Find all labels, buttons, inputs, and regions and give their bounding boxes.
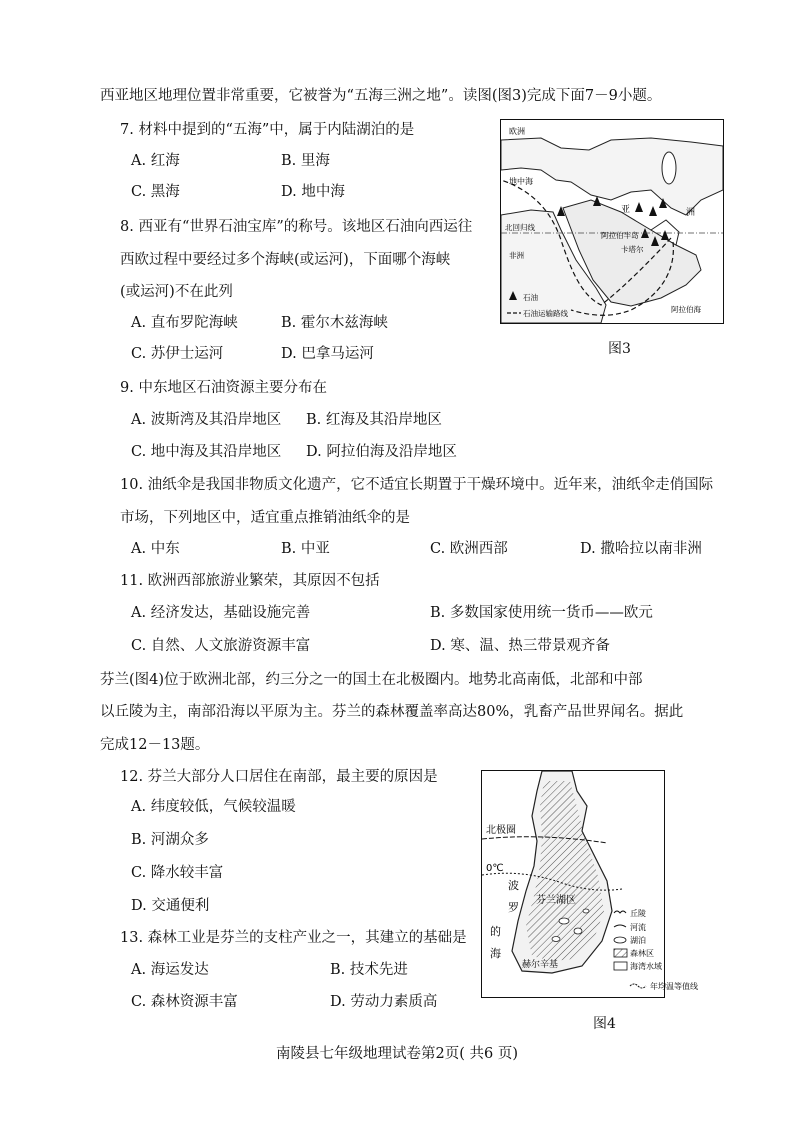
legend-river-label: 河流 <box>630 923 646 932</box>
q10-option-a[interactable]: A. 中东 <box>131 541 180 557</box>
q13-stem: 13. 森林工业是芬兰的支柱产业之一，其建立的基础是 <box>120 930 467 946</box>
label-tropic: 北回归线 <box>505 223 535 232</box>
label-bo: 波 <box>508 879 519 892</box>
label-helsinki: 赫尔辛基 <box>522 960 559 970</box>
label-de: 的 <box>490 925 501 938</box>
q11-stem: 11. 欧洲西部旅游业繁荣，其原因不包括 <box>120 573 380 589</box>
q10-option-c[interactable]: C. 欧洲西部 <box>430 541 508 557</box>
q8-stem-line2: 西欧过程中要经过多个海峡(或运河)，下面哪个海峡 <box>120 252 451 268</box>
q9-option-a[interactable]: A. 波斯湾及其沿岸地区 <box>131 412 282 428</box>
q12-option-d[interactable]: D. 交通便利 <box>131 898 210 914</box>
legend-isotherm-row <box>628 978 768 994</box>
label-africa: 非洲 <box>509 251 524 260</box>
q13-option-d[interactable]: D. 劳动力素质高 <box>330 994 438 1010</box>
q10-option-d[interactable]: D. 撒哈拉以南非洲 <box>580 541 702 557</box>
q9-option-c[interactable]: C. 地中海及其沿岸地区 <box>131 444 282 460</box>
north-land <box>501 138 723 215</box>
q11-option-d[interactable]: D. 寒、温、热三带景观齐备 <box>430 638 610 654</box>
finland-map-svg <box>482 771 664 997</box>
label-asia: 亚 <box>621 205 631 215</box>
intro-finland-line2: 以丘陵为主，南部沿海以平原为主。芬兰的森林覆盖率高达80%，乳畜产品世界闻名。据此 <box>100 704 684 720</box>
figure-4-map <box>481 770 665 998</box>
label-zhou: 洲 <box>686 208 696 218</box>
figure-4-caption: 图4 <box>593 1016 616 1032</box>
intro-west-asia: 西亚地区地理位置非常重要，它被誉为“五海三洲之地”。读图(图3)完成下面7－9小题。 <box>100 88 662 104</box>
legend-isotherm-label: 年均温等值线 <box>650 982 698 991</box>
q8-option-b[interactable]: B. 霍尔木兹海峡 <box>281 315 388 331</box>
label-luo: 罗 <box>508 901 519 914</box>
label-hai: 海 <box>490 947 501 960</box>
q8-option-a[interactable]: A. 直布罗陀海峡 <box>131 315 238 331</box>
q9-option-b[interactable]: B. 红海及其沿岸地区 <box>306 412 442 428</box>
label-qatar: 卡塔尔 <box>621 245 644 254</box>
q12-stem: 12. 芬兰大部分人口居住在南部，最主要的原因是 <box>120 769 438 785</box>
label-arctic-circle: 北极圈 <box>486 825 516 836</box>
label-europe: 欧洲 <box>509 127 525 136</box>
label-arabia: 阿拉伯半岛 <box>601 231 639 240</box>
intro-finland-line1: 芬兰(图4)位于欧洲北部，约三分之一的国土在北极圈内。地势北高南低，北部和中部 <box>100 672 643 688</box>
q8-stem-line3: (或运河)不在此列 <box>120 284 233 300</box>
q7-option-a[interactable]: A. 红海 <box>131 153 180 169</box>
legend-coast-label: 海湾水域 <box>630 962 662 971</box>
label-arabian-sea: 阿拉伯海 <box>671 305 701 314</box>
q13-option-c[interactable]: C. 森林资源丰富 <box>131 994 238 1010</box>
q12-option-a[interactable]: A. 纬度较低，气候较温暖 <box>131 799 296 815</box>
q7-option-c[interactable]: C. 黑海 <box>131 184 180 200</box>
west-asia-map-svg <box>501 120 723 323</box>
q10-stem-line2: 市场，下列地区中，适宜重点推销油纸伞的是 <box>120 510 410 526</box>
q12-option-b[interactable]: B. 河湖众多 <box>131 832 209 848</box>
q13-option-a[interactable]: A. 海运发达 <box>131 962 209 978</box>
legend-oil-label: 石油 <box>523 293 538 302</box>
q10-stem-line1: 10. 油纸伞是我国非物质文化遗产，它不适宜长期置于干燥环境中。近年来，油纸伞走俏国际 <box>120 477 714 493</box>
q11-option-c[interactable]: C. 自然、人文旅游资源丰富 <box>131 638 311 654</box>
label-mediterranean: 地中海 <box>509 177 533 186</box>
q8-option-c[interactable]: C. 苏伊士运河 <box>131 346 224 362</box>
intro-finland-line3: 完成12－13题。 <box>100 737 210 753</box>
q7-option-d[interactable]: D. 地中海 <box>281 184 345 200</box>
q13-option-b[interactable]: B. 技术先进 <box>330 962 408 978</box>
legend-forest-label: 森林区 <box>630 949 654 958</box>
caspian-sea <box>662 152 676 184</box>
label-zero-degree: 0℃ <box>486 863 504 874</box>
label-lake-region: 芬兰湖区 <box>536 895 576 906</box>
q8-option-d[interactable]: D. 巴拿马运河 <box>281 346 374 362</box>
legend-lake-label: 湖泊 <box>630 936 646 945</box>
q10-option-b[interactable]: B. 中亚 <box>281 541 330 557</box>
q7-option-b[interactable]: B. 里海 <box>281 153 330 169</box>
figure-4-legend <box>614 908 662 971</box>
page-footer: 南陵县七年级地理试卷第2页( 共6 页) <box>276 1046 518 1062</box>
q8-stem-line1: 8. 西亚有“世界石油宝库”的称号。该地区石油向西运往 <box>120 219 473 235</box>
legend-hill-label: 丘陵 <box>630 909 646 918</box>
q11-option-b[interactable]: B. 多数国家使用统一货币——欧元 <box>430 605 653 621</box>
q11-option-a[interactable]: A. 经济发达，基础设施完善 <box>131 605 311 621</box>
q12-option-c[interactable]: C. 降水较丰富 <box>131 865 224 881</box>
q7-stem: 7. 材料中提到的“五海”中，属于内陆湖泊的是 <box>120 122 415 138</box>
q9-stem: 9. 中东地区石油资源主要分布在 <box>120 380 327 396</box>
figure-3-caption: 图3 <box>608 341 631 357</box>
q9-option-d[interactable]: D. 阿拉伯海及沿岸地区 <box>306 444 457 460</box>
legend-route-label: 石油运输路线 <box>523 309 568 318</box>
figure-3-map <box>500 119 724 324</box>
